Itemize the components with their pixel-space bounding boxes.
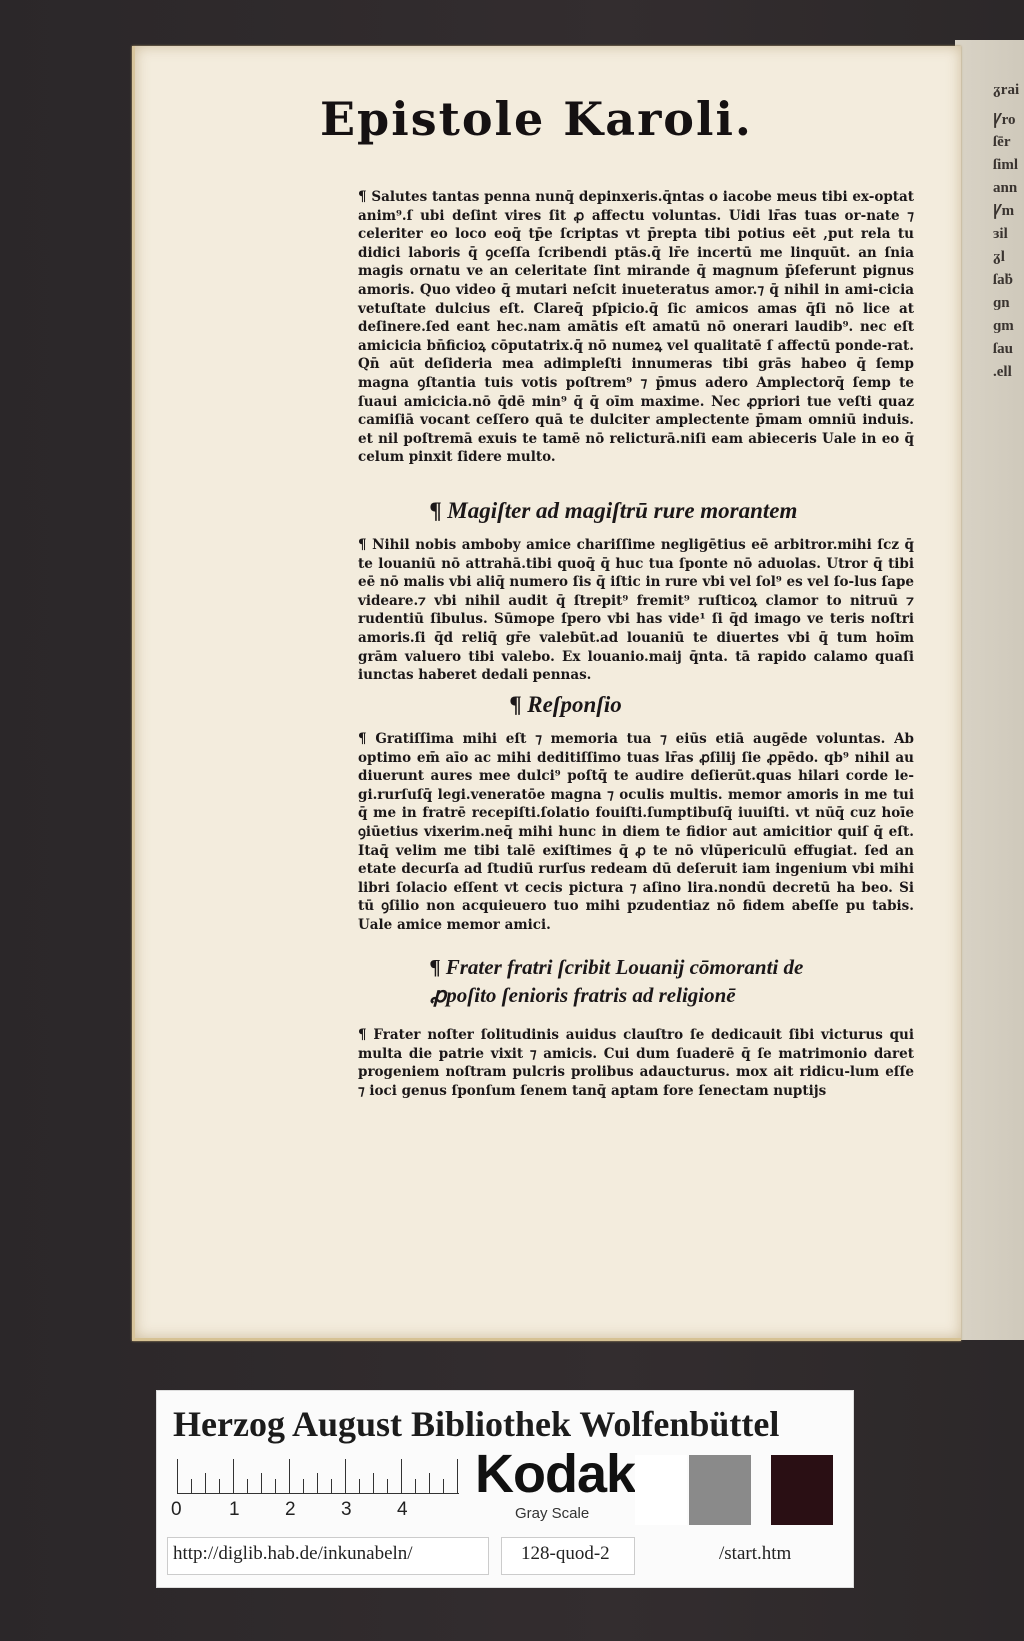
facing-page-fragment: ᵹl (993, 249, 1005, 265)
facing-page-fragment: ɡm (993, 318, 1014, 334)
ruler-number: 3 (341, 1499, 352, 1520)
ruler-tick (345, 1459, 346, 1493)
facing-page-fragment: ann (993, 180, 1018, 196)
ruler-number: 1 (229, 1499, 240, 1520)
facing-page-fragment: ᵹrai (993, 82, 1020, 98)
ruler-tick (219, 1479, 220, 1493)
ruler-tick (289, 1459, 290, 1493)
ruler-tick (177, 1459, 178, 1493)
ruler-tick (387, 1479, 388, 1493)
ruler-tick (415, 1479, 416, 1493)
url-right: /start.htm (719, 1543, 792, 1564)
facing-page-fragment: Ꝩm (993, 203, 1015, 219)
facing-page-fragment: ſiml (993, 157, 1018, 173)
facing-page-fragment: ſau (993, 341, 1014, 357)
letter-4-heading: ¶ Frater fratri ſcribit Louanij cōmoranti de ꝓpoſito ſenioris fratris ad religionē (430, 955, 804, 1007)
url-left: http://diglib.hab.de/inkunabeln/ (173, 1543, 413, 1564)
facing-page-fragment: ſēr (993, 134, 1011, 150)
ruler-tick (261, 1473, 262, 1493)
library-name: Herzog August Bibliothek Wolfenbüttel (173, 1404, 780, 1444)
letter-2-heading: ¶ Magiſter ad magiſtrū rure morantem (430, 498, 798, 523)
gray-patch-mid (689, 1455, 751, 1525)
ruler-number: 0 (171, 1499, 182, 1520)
ruler-tick (457, 1459, 458, 1493)
gray-scale-label: Gray Scale (515, 1505, 590, 1522)
facing-page-fragment: ɜil (993, 226, 1008, 242)
ruler-tick (247, 1479, 248, 1493)
ruler-tick (303, 1479, 304, 1493)
letter-4 (358, 1026, 914, 1100)
ruler-tick (205, 1473, 206, 1493)
letter-2-text: ¶ Nihil nobis amboby amice chariſſime negligētius eē arbitror.mihi ſcz q̄ te louaniū nō attrahā.tibi quoq̄ q̄ huc tua ſponte nō aduolas. Utror q̄ tibi eē nō malis vbi aliq̄ numero ſis q̄ iſtic in rure vbi vel ſol⁹ es vel ſo-lus ſape videare.⁊ vbi nihil audit q̄ ſtrepit⁹ fremit⁹ ruſticoꝝ clamor to nitruū ⁊ rudentiū ſibulus. Sūmope ſpero vbi has vide¹ ſi q̄d imago ve teris noſtri amoris.ſi q̄d reliq̄ gr̄e valebūt.ad louaniū te diuertes vbi q̄ tum hoīm grām valuero tibi valebo. Ex louanio.maij q̄nta. tā rapido calamo quaſi iunctas haberet dedali pennas. (358, 537, 914, 684)
letter-2 (358, 536, 914, 685)
page-title: Epistole Karoli. (320, 92, 753, 146)
ruler-tick (317, 1473, 318, 1493)
letter-1 (358, 188, 914, 467)
ruler-tick (233, 1459, 234, 1493)
letter-3 (358, 730, 914, 935)
facing-page-fragment: .ell (993, 364, 1012, 380)
gray-patch-dark (771, 1455, 833, 1525)
ruler-tick (443, 1479, 444, 1493)
letter-1-text: ¶ Salutes tantas penna nunq̄ depinxeris.q̄ntas o iacobe meus tibi ex-optat anim⁹.ſ ubi deſint vires ſit ꝓ affectu voluntas. Uidi lr̄as tuas or-nate ⁊ celeriter eo loco eoq̄ tp̄e ſcriptas vt p̄repta tibi potius eēt ,put rela tu didici laboris q̄ ꝯceſſa ſcribendi ptās.q̄ lr̄e incertū me linquūt. an ſnia magis ornatu ve an celeritate ſint mirande q̄ magnum p̄ſeferunt pignus amoris. Quo video q̄ mutari neſcit inueteratus amor.⁊ q̄ nihil in ami-cicia vetuſtate dulcius eſt. Clareq̄ pſpicio.q̄ ſic amicos amas q̄ſi nō lice at deſinere.ſed eant hec.nam amātis eſt amatū nō onerari laudib⁹. nec eſt amicicia bn̄ficioꝝ cōputatrix.q̄ nō numeꝝ vel qualitatē ſ affectū ponde-rat. Qn̄ aūt deſideria mea adimpleſti innumeras tibi grās habeo q̄ ſemp magna ꝯſtantia tuis votis poſtrem⁹ ⁊ p̄mus adero Amplectorq̄ ſemp te ſuaui amicicia.nō q̄dē min⁹ q̄ q̄ oīm maxime. Nec ꝓpriori tue veſti quaz camiſiā vocant ceſſero quā te dulciter amplectente p̄mam omniū induis. et nil poſtremā exuis te tamē nō relicturā.niſi eam abieceris Uale in eo q̄ celum pinxit ſidere multo. (358, 189, 914, 466)
facing-page-edge (955, 40, 1024, 1340)
facing-page-fragment: ſaḃ (993, 272, 1014, 288)
ruler-number: 2 (285, 1499, 296, 1520)
facing-page-fragment: ɡn (993, 295, 1010, 311)
color-calibration-card (156, 1390, 854, 1588)
letter-4-text: ¶ Frater noſter ſolitudinis auidus clauſtro ſe dedicauit ſibi victurus qui multa die patrie vixit ⁊ amicis. Cui dum ſuaderē q̄ ſe matrimonio daret progeniem noſtram pulcris prolibus adaucturus. mox ait ridicu-lum eſſe ⁊ ioci genus ſponſum ſenem tanq̄ aptam fore ſenectam nuptijs (358, 1027, 914, 1099)
url-middle: 128-quod-2 (521, 1543, 610, 1564)
facing-page-fragment: Ꝩro (993, 112, 1016, 128)
gray-patch-white (635, 1455, 687, 1525)
ruler-tick (359, 1479, 360, 1493)
ruler-tick (429, 1473, 430, 1493)
ruler-tick (331, 1479, 332, 1493)
ruler-number: 4 (397, 1499, 408, 1520)
letter-3-heading: ¶ Reſponſio (510, 692, 622, 717)
ruler-tick (373, 1473, 374, 1493)
letter-3-text: ¶ Gratiſſima mihi eſt ⁊ memoria tua ⁊ eiūs etiā augēde voluntas. Ab optimo em̄ aīo ac mihi deditiſſimo tuas lr̄as ꝓſilij ſie ꝓpēdo. qb⁹ nihil au diuerunt aures mee dulci⁹ poſtq̄ te audire deſierūt.quas hilari corde le-gi.rurſuſq̄ legi.veneratōe magna ⁊ oculis multis. memor amoris in me tui q̄ me in fratrē recepiſti.ſolatio fouiſti.ſumptibuſq̄ iuuiſti. vt nūq̄ cuz hoīe ꝯiūetius vixerim.neq̄ mihi hunc in diem te fidior aut amicitior quiſ q̄ eſt. Itaq̄ velim me tibi talē exiſtimes q̄ ꝓ te nō vlūpericulū effugiat. ſed an etate decurſa ad ſtudiū rurſus redeam dū deſeruit iam ingenium vbi mihi libri ſolacio eſſent vt cecis pictura ⁊ aſino lira.nondū decretū ha beo. Si tū ꝯſilio non acquieuero tuo mihi pzudentiaz nō fidem abeſſe pu tabis. Uale amice memor amici. (358, 731, 914, 933)
kodak-logo: Kodak (475, 1444, 636, 1504)
ruler-tick (275, 1479, 276, 1493)
ruler-tick (191, 1479, 192, 1493)
ruler-scale (177, 1459, 459, 1494)
ruler-tick (401, 1459, 402, 1493)
